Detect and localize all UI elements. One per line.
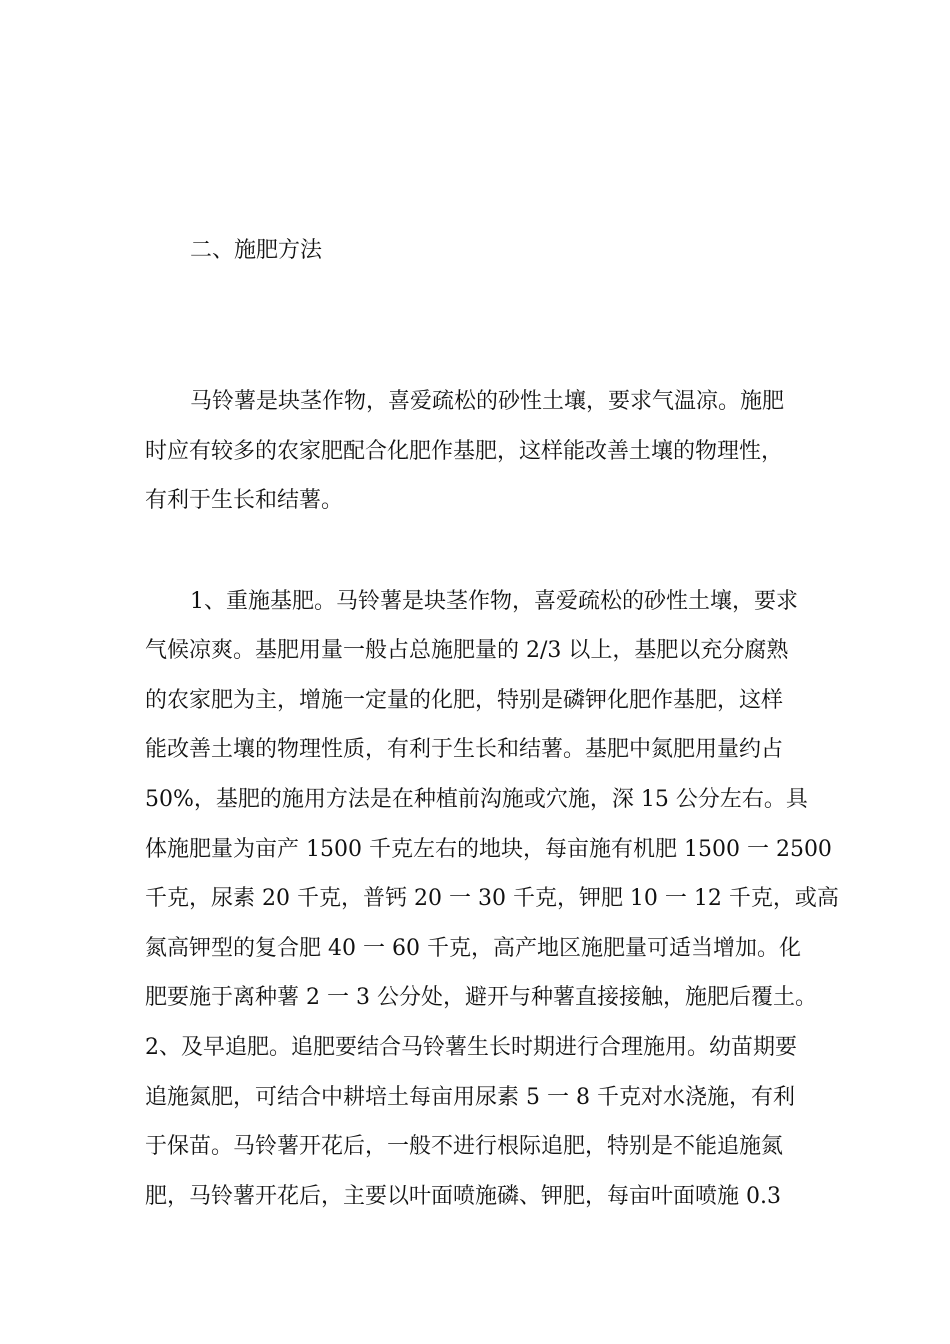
section-heading: 二、施肥方法 xyxy=(190,238,323,263)
paragraph-line: 氮高钾型的复合肥 40 一 60 千克，高产地区施肥量可适当增加。化 xyxy=(145,936,801,961)
paragraph-line: 能改善土壤的物理性质，有利于生长和结薯。基肥中氮肥用量约占 xyxy=(145,737,784,762)
paragraph-line: 2、及早追肥。追肥要结合马铃薯生长时期进行合理施用。幼苗期要 xyxy=(145,1035,797,1060)
paragraph-line: 追施氮肥，可结合中耕培土每亩用尿素 5 一 8 千克对水浇施，有利 xyxy=(145,1085,795,1110)
paragraph-line: 的农家肥为主，增施一定量的化肥，特别是磷钾化肥作基肥，这样 xyxy=(145,688,784,713)
paragraph-line: 肥要施于离种薯 2 一 3 公分处，避开与种薯直接接触，施肥后覆土。 xyxy=(145,985,817,1010)
paragraph-line: 气候凉爽。基肥用量一般占总施肥量的 2/3 以上，基肥以充分腐熟 xyxy=(145,638,789,663)
paragraph-line: 有利于生长和结薯。 xyxy=(145,488,344,513)
paragraph-line: 50%，基肥的施用方法是在种植前沟施或穴施，深 15 公分左右。具 xyxy=(145,787,808,812)
paragraph-line: 于保苗。马铃薯开花后，一般不进行根际追肥，特别是不能追施氮 xyxy=(145,1134,784,1159)
paragraph-line: 1、重施基肥。马铃薯是块茎作物，喜爱疏松的砂性土壤，要求 xyxy=(190,589,798,614)
paragraph-line: 千克，尿素 20 千克，普钙 20 一 30 千克，钾肥 10 一 12 千克，或高 xyxy=(145,886,839,911)
paragraph-line: 肥，马铃薯开花后，主要以叶面喷施磷、钾肥，每亩叶面喷施 0.3 xyxy=(145,1184,781,1209)
paragraph-line: 马铃薯是块茎作物，喜爱疏松的砂性土壤，要求气温凉。施肥 xyxy=(190,389,785,414)
paragraph-line: 体施肥量为亩产 1500 千克左右的地块，每亩施有机肥 1500 一 2500 xyxy=(145,837,832,862)
paragraph-line: 时应有较多的农家肥配合化肥作基肥，这样能改善土壤的物理性， xyxy=(145,439,784,464)
